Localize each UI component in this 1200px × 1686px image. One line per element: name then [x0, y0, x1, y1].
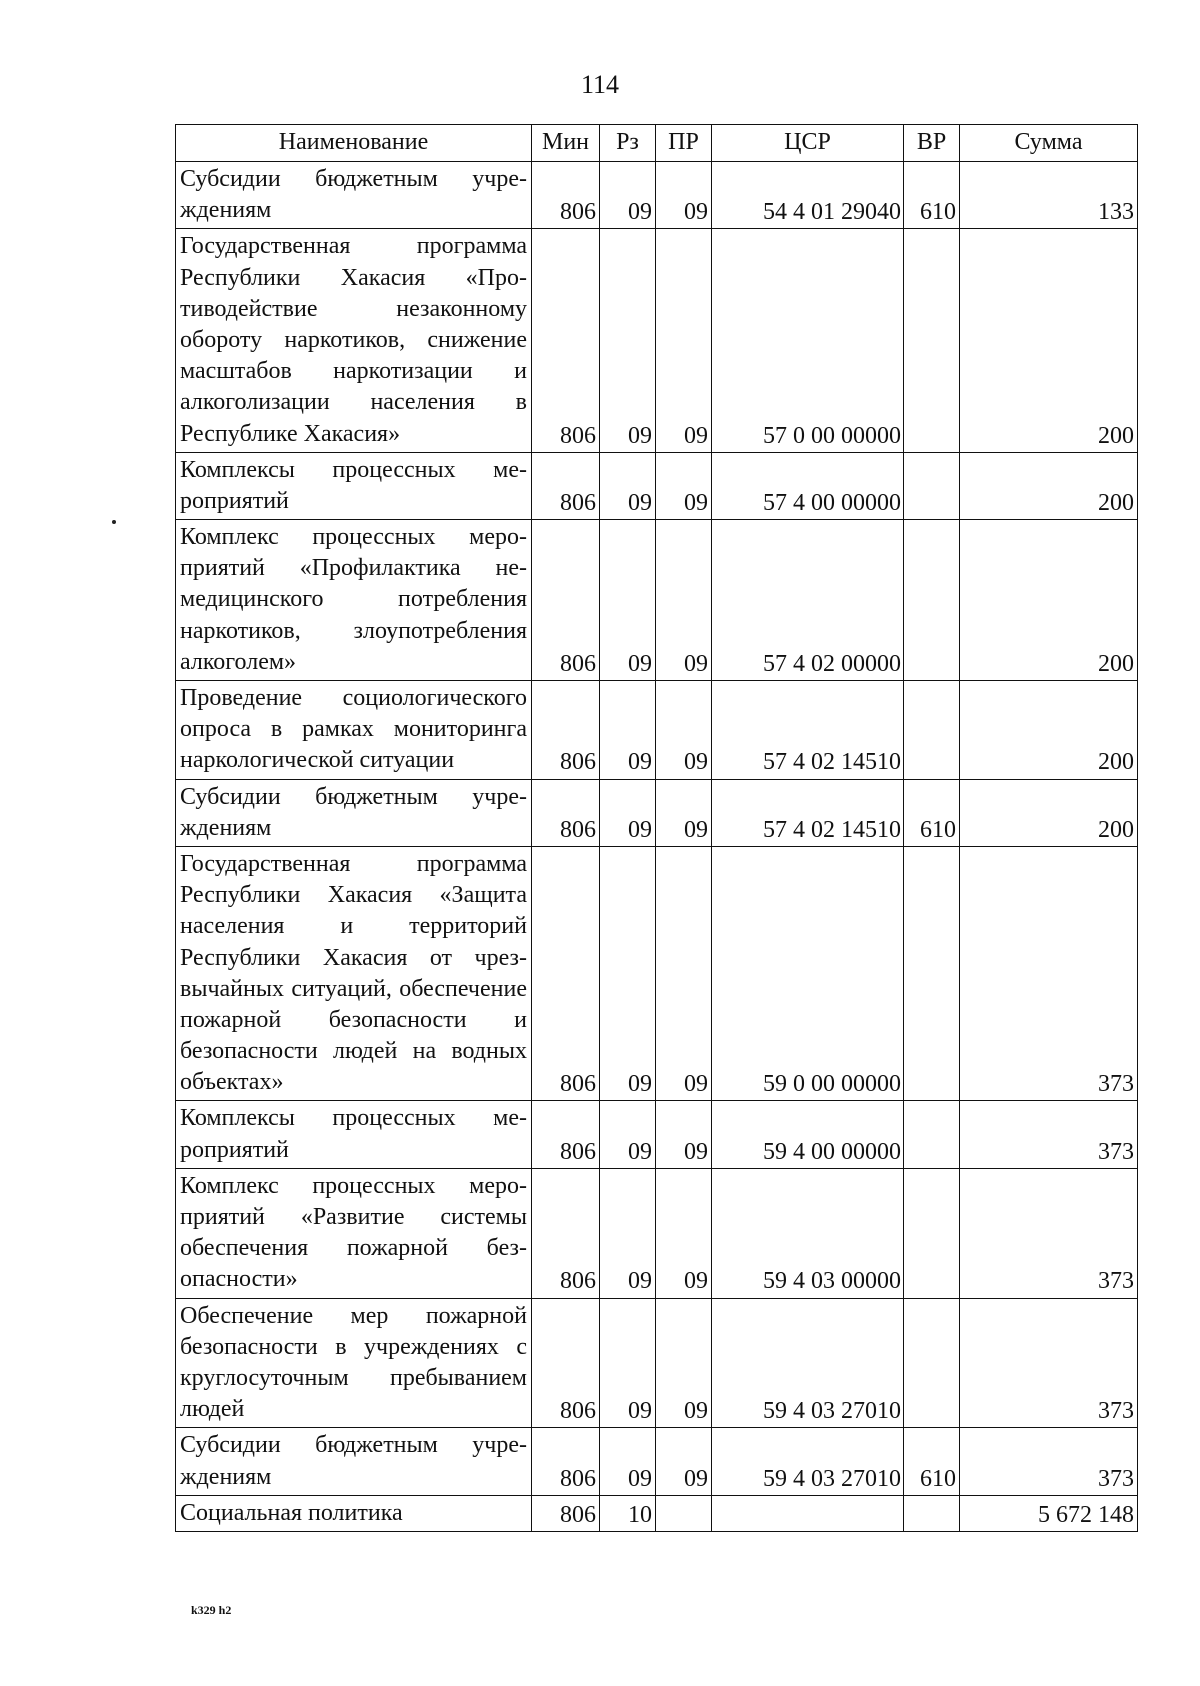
cell-csr: 59 4 00 00000: [712, 1101, 904, 1168]
cell-vr: [904, 229, 960, 452]
cell-name: Социальная политика: [176, 1495, 532, 1531]
cell-rz: 09: [600, 1168, 656, 1298]
cell-pr: 09: [656, 452, 712, 519]
cell-sum: 200: [960, 229, 1138, 452]
header-min: Мин: [532, 125, 600, 162]
cell-csr: 59 4 03 00000: [712, 1168, 904, 1298]
cell-vr: [904, 846, 960, 1101]
cell-sum: 373: [960, 1298, 1138, 1428]
footer-code: k329 h2: [191, 1603, 232, 1617]
cell-vr: [904, 520, 960, 681]
cell-rz: 09: [600, 779, 656, 846]
cell-csr: 57 4 00 00000: [712, 452, 904, 519]
table-row: [176, 1495, 1138, 1531]
cell-min: 806: [532, 1168, 600, 1298]
cell-rz: 09: [600, 162, 656, 229]
cell-min: 806: [532, 520, 600, 681]
table-row: [176, 846, 1138, 1101]
header-sum: Сумма: [960, 125, 1138, 162]
cell-sum: 373: [960, 1428, 1138, 1495]
cell-name: Государственная программа Республики Хакасия «Защита населения и территорий Республики Хакасия от чрезвычайных ситуаций, обеспечение пожарной безопасности и безопасности людей на водных объектах»: [176, 846, 532, 1101]
cell-vr: 610: [904, 779, 960, 846]
cell-vr: [904, 1101, 960, 1168]
cell-sum: 200: [960, 452, 1138, 519]
cell-name: Комплексы процессных мероприятий: [176, 1101, 532, 1168]
cell-min: 806: [532, 452, 600, 519]
cell-pr: 09: [656, 1168, 712, 1298]
cell-min: 806: [532, 162, 600, 229]
cell-min: 806: [532, 1101, 600, 1168]
scan-speck: [112, 520, 116, 524]
table-body: [176, 162, 1138, 1532]
header-row: [176, 125, 1138, 162]
table-header: [176, 125, 1138, 162]
cell-min: 806: [532, 681, 600, 780]
cell-rz: 09: [600, 1428, 656, 1495]
cell-min: 806: [532, 846, 600, 1101]
header-csr: ЦСР: [712, 125, 904, 162]
cell-rz: 09: [600, 520, 656, 681]
cell-csr: [712, 1495, 904, 1531]
cell-rz: 09: [600, 681, 656, 780]
cell-csr: 57 4 02 14510: [712, 681, 904, 780]
budget-table: [175, 124, 1138, 1532]
table-row: [176, 779, 1138, 846]
cell-rz: 09: [600, 1298, 656, 1428]
table-row: [176, 229, 1138, 452]
table-row: [176, 1168, 1138, 1298]
cell-vr: 610: [904, 162, 960, 229]
cell-sum: 133: [960, 162, 1138, 229]
cell-sum: 5 672 148: [960, 1495, 1138, 1531]
cell-csr: 59 4 03 27010: [712, 1298, 904, 1428]
cell-pr: 09: [656, 779, 712, 846]
table-row: [176, 1428, 1138, 1495]
cell-name: Государственная программа Республики Хакасия «Противодействие незаконному обороту наркотиков, снижение масштабов наркотизации и алкоголизации населения в Республике Хакасия»: [176, 229, 532, 452]
cell-name: Комплекс процессных мероприятий «Развитие системы обеспечения пожарной безопасности»: [176, 1168, 532, 1298]
cell-csr: 59 0 00 00000: [712, 846, 904, 1101]
header-rz: Рз: [600, 125, 656, 162]
cell-csr: 57 4 02 14510: [712, 779, 904, 846]
cell-vr: [904, 452, 960, 519]
cell-sum: 200: [960, 520, 1138, 681]
cell-rz: 09: [600, 229, 656, 452]
header-pr: ПР: [656, 125, 712, 162]
cell-csr: 54 4 01 29040: [712, 162, 904, 229]
cell-pr: 09: [656, 162, 712, 229]
cell-csr: 59 4 03 27010: [712, 1428, 904, 1495]
table-row: [176, 452, 1138, 519]
cell-rz: 09: [600, 452, 656, 519]
cell-min: 806: [532, 229, 600, 452]
cell-name: Обеспечение мер пожарной безопасности в учреждениях с круглосуточным пребыванием людей: [176, 1298, 532, 1428]
cell-name: Субсидии бюджетным учреждениям: [176, 779, 532, 846]
header-name: Наименование: [176, 125, 532, 162]
table-row: [176, 1101, 1138, 1168]
table-row: [176, 681, 1138, 780]
cell-vr: 610: [904, 1428, 960, 1495]
cell-pr: 09: [656, 1101, 712, 1168]
cell-vr: [904, 681, 960, 780]
cell-sum: 200: [960, 779, 1138, 846]
cell-name: Проведение социологического опроса в рамках мониторинга наркологической ситуации: [176, 681, 532, 780]
cell-pr: 09: [656, 1298, 712, 1428]
cell-name: Комплекс процессных мероприятий «Профилактика немедицинского потребления наркотиков, злоупотребления алкоголем»: [176, 520, 532, 681]
cell-rz: 10: [600, 1495, 656, 1531]
cell-min: 806: [532, 1428, 600, 1495]
cell-csr: 57 4 02 00000: [712, 520, 904, 681]
cell-vr: [904, 1495, 960, 1531]
cell-vr: [904, 1168, 960, 1298]
cell-min: 806: [532, 1298, 600, 1428]
cell-name: Субсидии бюджетным учреждениям: [176, 1428, 532, 1495]
cell-pr: 09: [656, 229, 712, 452]
cell-sum: 200: [960, 681, 1138, 780]
cell-min: 806: [532, 779, 600, 846]
cell-pr: [656, 1495, 712, 1531]
cell-name: Субсидии бюджетным учреждениям: [176, 162, 532, 229]
cell-pr: 09: [656, 1428, 712, 1495]
cell-name: Комплексы процессных мероприятий: [176, 452, 532, 519]
cell-sum: 373: [960, 1168, 1138, 1298]
cell-pr: 09: [656, 846, 712, 1101]
header-vr: ВР: [904, 125, 960, 162]
cell-rz: 09: [600, 1101, 656, 1168]
cell-min: 806: [532, 1495, 600, 1531]
cell-rz: 09: [600, 846, 656, 1101]
table-row: [176, 162, 1138, 229]
cell-pr: 09: [656, 681, 712, 780]
table-row: [176, 1298, 1138, 1428]
cell-sum: 373: [960, 846, 1138, 1101]
table-row: [176, 520, 1138, 681]
cell-vr: [904, 1298, 960, 1428]
page-number: 114: [580, 70, 620, 99]
cell-csr: 57 0 00 00000: [712, 229, 904, 452]
cell-sum: 373: [960, 1101, 1138, 1168]
cell-pr: 09: [656, 520, 712, 681]
